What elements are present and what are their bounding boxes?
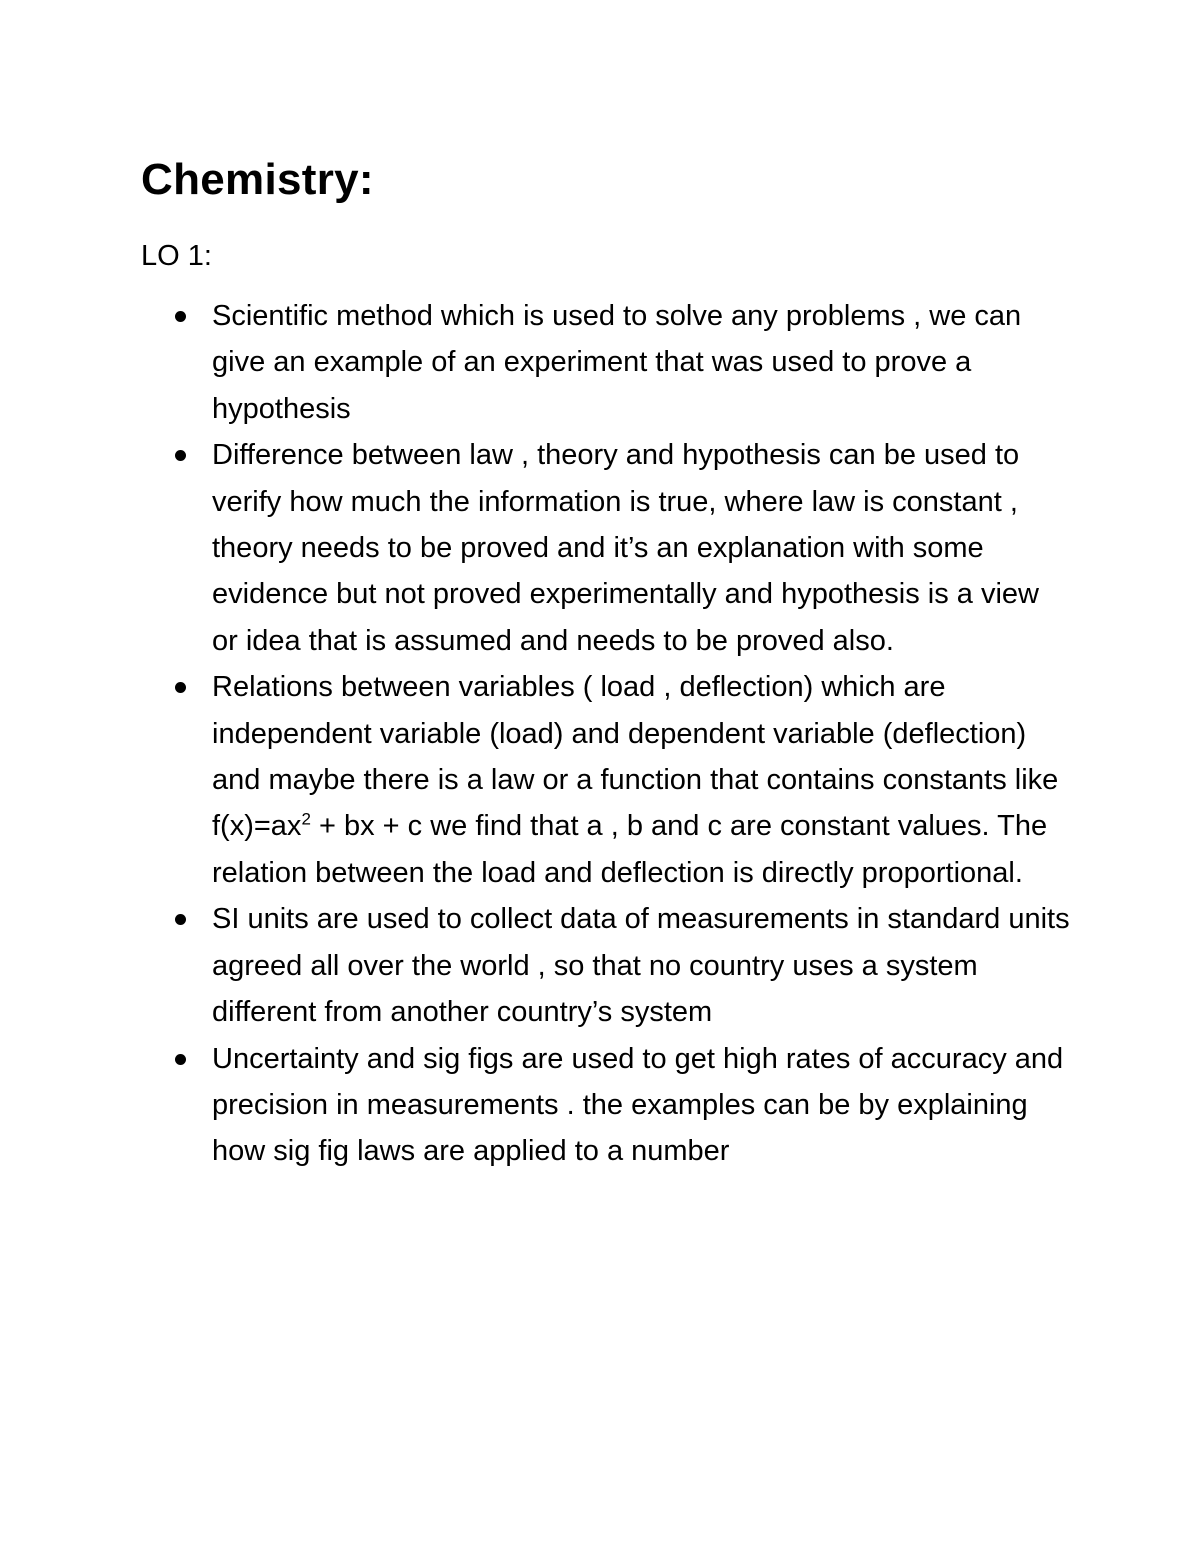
list-item xyxy=(212,896,1072,1035)
list-item xyxy=(212,1036,1072,1175)
list-item-text: Uncertainty and sig figs are used to get high rates of accuracy and precision in measurements . the examples can be by explaining how sig fig laws are applied to a number xyxy=(212,1042,1064,1168)
section-label: LO 1: xyxy=(141,240,212,272)
bullet-icon xyxy=(175,682,186,693)
list-item-text-before-exponent: Relations between variables ( load , deflection) which are independent variable (load) and dependent variable (deflection) and maybe there is a law or a function that contains constants like f(x)=ax xyxy=(212,671,1059,843)
page-title: Chemistry: xyxy=(141,155,374,204)
list-item xyxy=(212,432,1072,664)
list-item-text-after-exponent: + bx + c we find that a , b and c are constant values. The relation between the load and deflection is directly proportional. xyxy=(212,810,1048,889)
list-item-text: Scientific method which is used to solve any problems , we can give an example of an experiment that was used to prove a hypothesis xyxy=(212,300,1022,425)
bullet-icon xyxy=(175,450,186,461)
bullet-icon xyxy=(175,311,186,322)
bullet-list xyxy=(212,293,1072,1175)
exponent-superscript: 2 xyxy=(301,809,311,829)
list-item-text: Difference between law , theory and hypothesis can be used to verify how much the information is true, where law is constant , theory needs to be proved and it’s an explanation with some evidence but not proved experimentally and hypothesis is a view or idea that is assumed and needs to be proved also. xyxy=(212,439,1039,657)
bullet-icon xyxy=(175,1054,186,1065)
list-item-text: SI units are used to collect data of measurements in standard units agreed all over the world , so that no country uses a system different from another country’s system xyxy=(212,903,1070,1029)
list-item xyxy=(212,664,1072,896)
bullet-icon xyxy=(175,914,186,925)
list-item xyxy=(212,293,1072,432)
